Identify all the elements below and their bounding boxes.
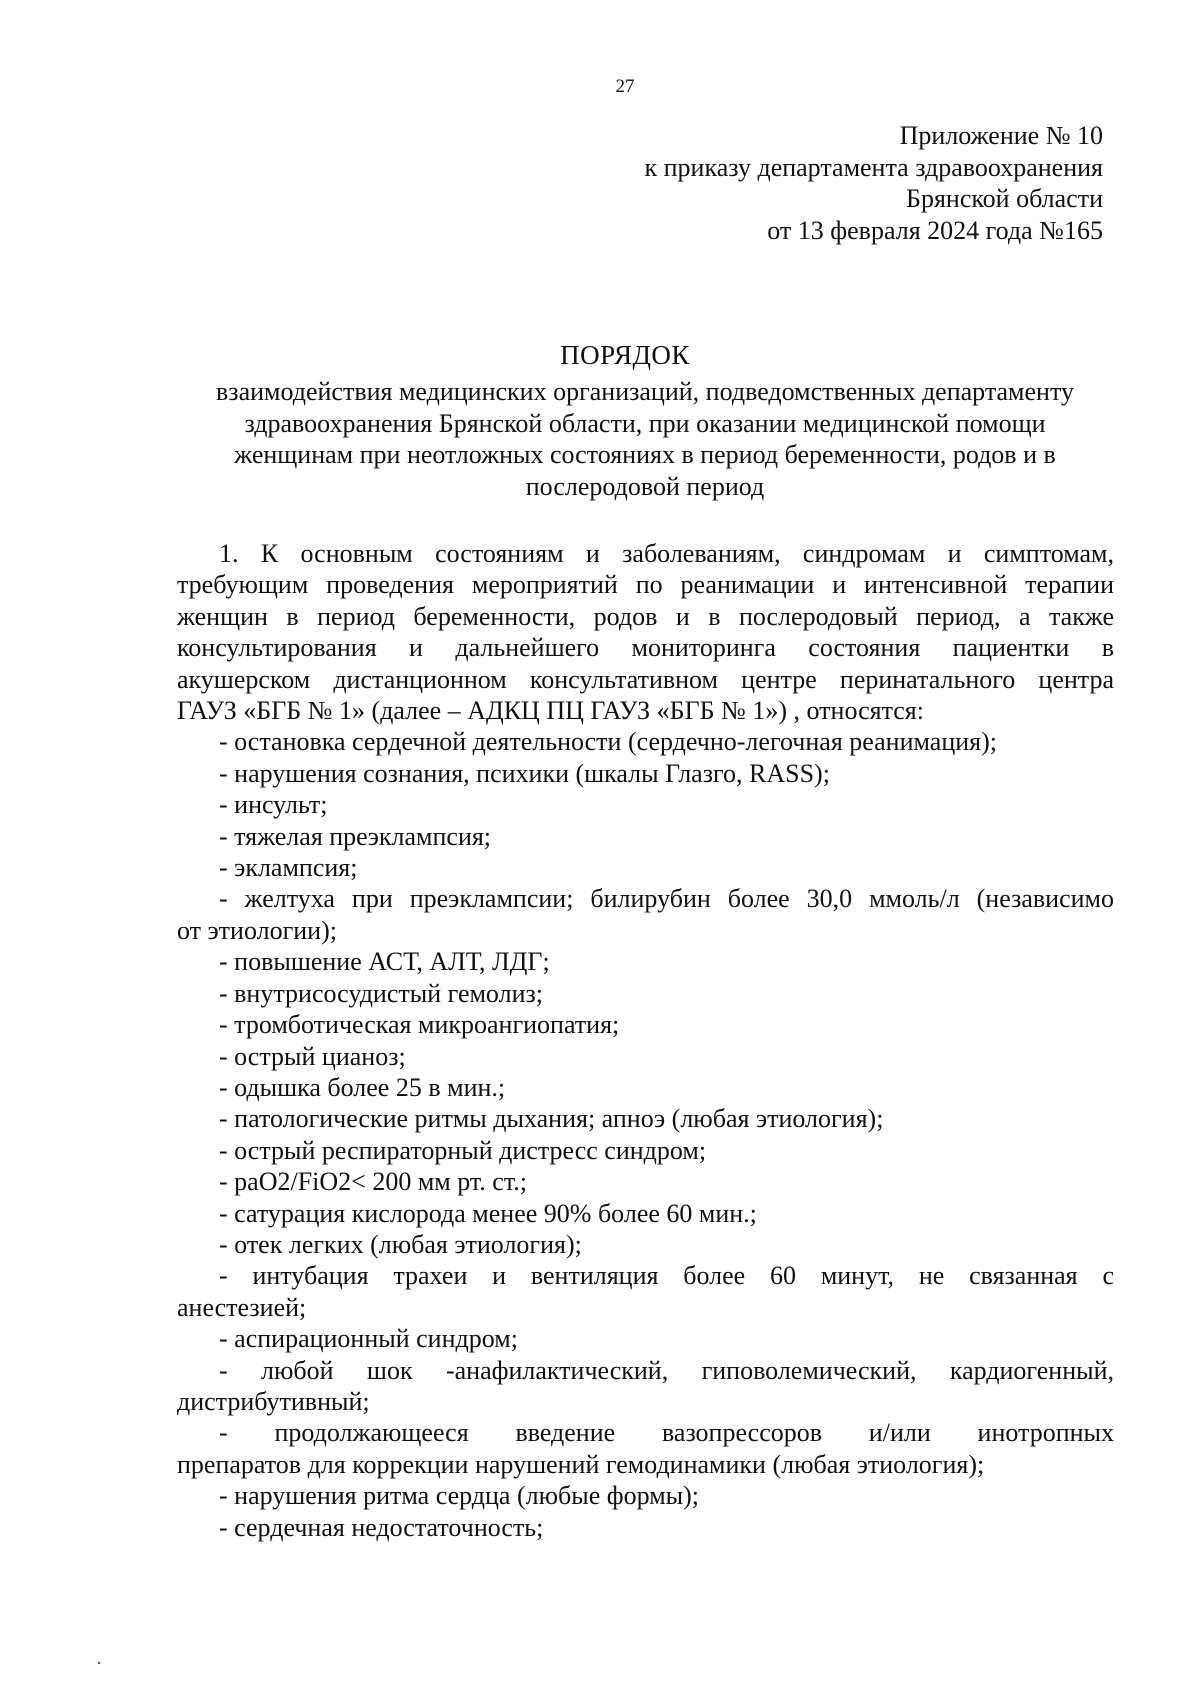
list-item-line: - любой шок -анафилактический, гиповолемический, кардиогенный, — [219, 1355, 1114, 1385]
list-item-text: - тяжелая преэклампсия; — [219, 821, 492, 851]
list-item — [177, 1135, 1114, 1166]
list-item — [177, 789, 1114, 820]
paragraph-line: женщин в период беременности, родов и в послеродовый период, а также — [177, 601, 1114, 631]
appendix-line: от 13 февраля 2024 года №165 — [767, 215, 1103, 245]
page-number: 27 — [615, 76, 635, 97]
list-item-text: - аспирационный синдром; — [219, 1324, 518, 1354]
list-item — [177, 883, 1114, 946]
list-item — [177, 1417, 1114, 1480]
subtitle-line: здравоохранения Брянской области, при оказании медицинской помощи — [244, 408, 1046, 438]
list-item-line: - продолжающееся введение вазопрессоров и/или инотропных — [219, 1418, 1114, 1448]
list-item — [177, 1072, 1114, 1103]
list-item — [177, 1480, 1114, 1511]
paragraph-line: ГАУЗ «БГБ № 1» (далее – АДКЦ ПЦ ГАУЗ «БГБ № 1») , относятся: — [177, 696, 924, 726]
scan-speck — [98, 1662, 100, 1664]
list-item-line: - интубация трахеи и вентиляция более 60 минут, не связанная с — [219, 1261, 1114, 1291]
paragraph-1 — [177, 538, 1114, 726]
list-item-text: - остановка сердечной деятельности (сердечно-легочная реанимация); — [219, 727, 997, 757]
list-item — [177, 852, 1114, 883]
paragraph-line: консультирования и дальнейшего мониторинга состояния пациентки в — [177, 633, 1114, 663]
list-item-text: - инсульт; — [219, 790, 328, 820]
list-item-line: - желтуха при преэклампсии; билирубин более 30,0 ммоль/л (независимо — [219, 884, 1114, 914]
list-item-line: анестезией; — [177, 1292, 307, 1322]
list-item-line: от этиологии); — [177, 915, 337, 945]
list-item-text: - нарушения ритма сердца (любые формы); — [219, 1481, 699, 1511]
document-title: ПОРЯДОК — [560, 340, 690, 370]
list-item-text: - отек легких (любая этиология); — [219, 1229, 582, 1259]
list-item-line: дистрибутивный; — [177, 1386, 370, 1416]
list-item-line: препаратов для коррекции нарушений гемодинамики (любая этиология); — [177, 1449, 985, 1479]
list-item-text: - повышение АСТ, АЛТ, ЛДГ; — [219, 947, 550, 977]
list-item-text: - патологические ритмы дыхания; апноэ (любая этиология); — [219, 1104, 884, 1134]
list-item — [177, 1041, 1114, 1072]
paragraph-line: 1. К основным состояниям и заболеваниям, синдромам и симптомам, — [219, 539, 1114, 568]
document-subtitle — [175, 376, 1115, 502]
list-item-text: - сатурация кислорода менее 90% более 60 мин.; — [219, 1198, 757, 1228]
document-body — [177, 538, 1114, 1543]
list-item — [177, 758, 1114, 789]
list-item-text: - тромботическая микроангиопатия; — [219, 1010, 620, 1040]
paragraph-line: требующим проведения мероприятий по реанимации и интенсивной терапии — [177, 570, 1114, 600]
paragraph-line: акушерском дистанционном консультативном центре перинатального центра — [177, 664, 1114, 694]
subtitle-line: женщинам при неотложных состояниях в период беременности, родов и в — [234, 440, 1056, 469]
list-item — [177, 1198, 1114, 1229]
list-item-text: - сердечная недостаточность; — [219, 1512, 544, 1542]
list-item — [177, 1355, 1114, 1418]
list-item — [177, 1512, 1114, 1543]
list-item — [177, 726, 1114, 757]
list-item — [177, 1260, 1114, 1323]
list-item — [177, 946, 1114, 977]
list-item — [177, 1009, 1114, 1040]
appendix-line: Брянской области — [906, 184, 1103, 213]
list-item-text: - острый респираторный дистресс синдром; — [219, 1135, 707, 1165]
list-item — [177, 1103, 1114, 1134]
list-item-text: - острый цианоз; — [219, 1041, 406, 1071]
list-item-text: - paO2/FiO2< 200 мм рт. ст.; — [219, 1167, 527, 1197]
appendix-line: к приказу департамента здравоохранения — [644, 152, 1103, 182]
list-item-text: - внутрисосудистый гемолиз; — [219, 978, 543, 1008]
subtitle-line: послеродовой период — [525, 471, 765, 501]
list-item-text: - одышка более 25 в мин.; — [219, 1072, 506, 1102]
list-item-text: - эклампсия; — [219, 853, 358, 883]
list-item — [177, 1323, 1114, 1354]
subtitle-line: взаимодействия медицинских организаций, подведомственных департаменту — [216, 377, 1074, 406]
list-item — [177, 821, 1114, 852]
list-item-text: - нарушения сознания, психики (шкалы Глазго, RASS); — [219, 758, 830, 788]
list-item — [177, 1166, 1114, 1197]
appendix-line: Приложение № 10 — [899, 121, 1103, 150]
appendix-header — [645, 120, 1104, 246]
list-item — [177, 978, 1114, 1009]
list-item — [177, 1229, 1114, 1260]
